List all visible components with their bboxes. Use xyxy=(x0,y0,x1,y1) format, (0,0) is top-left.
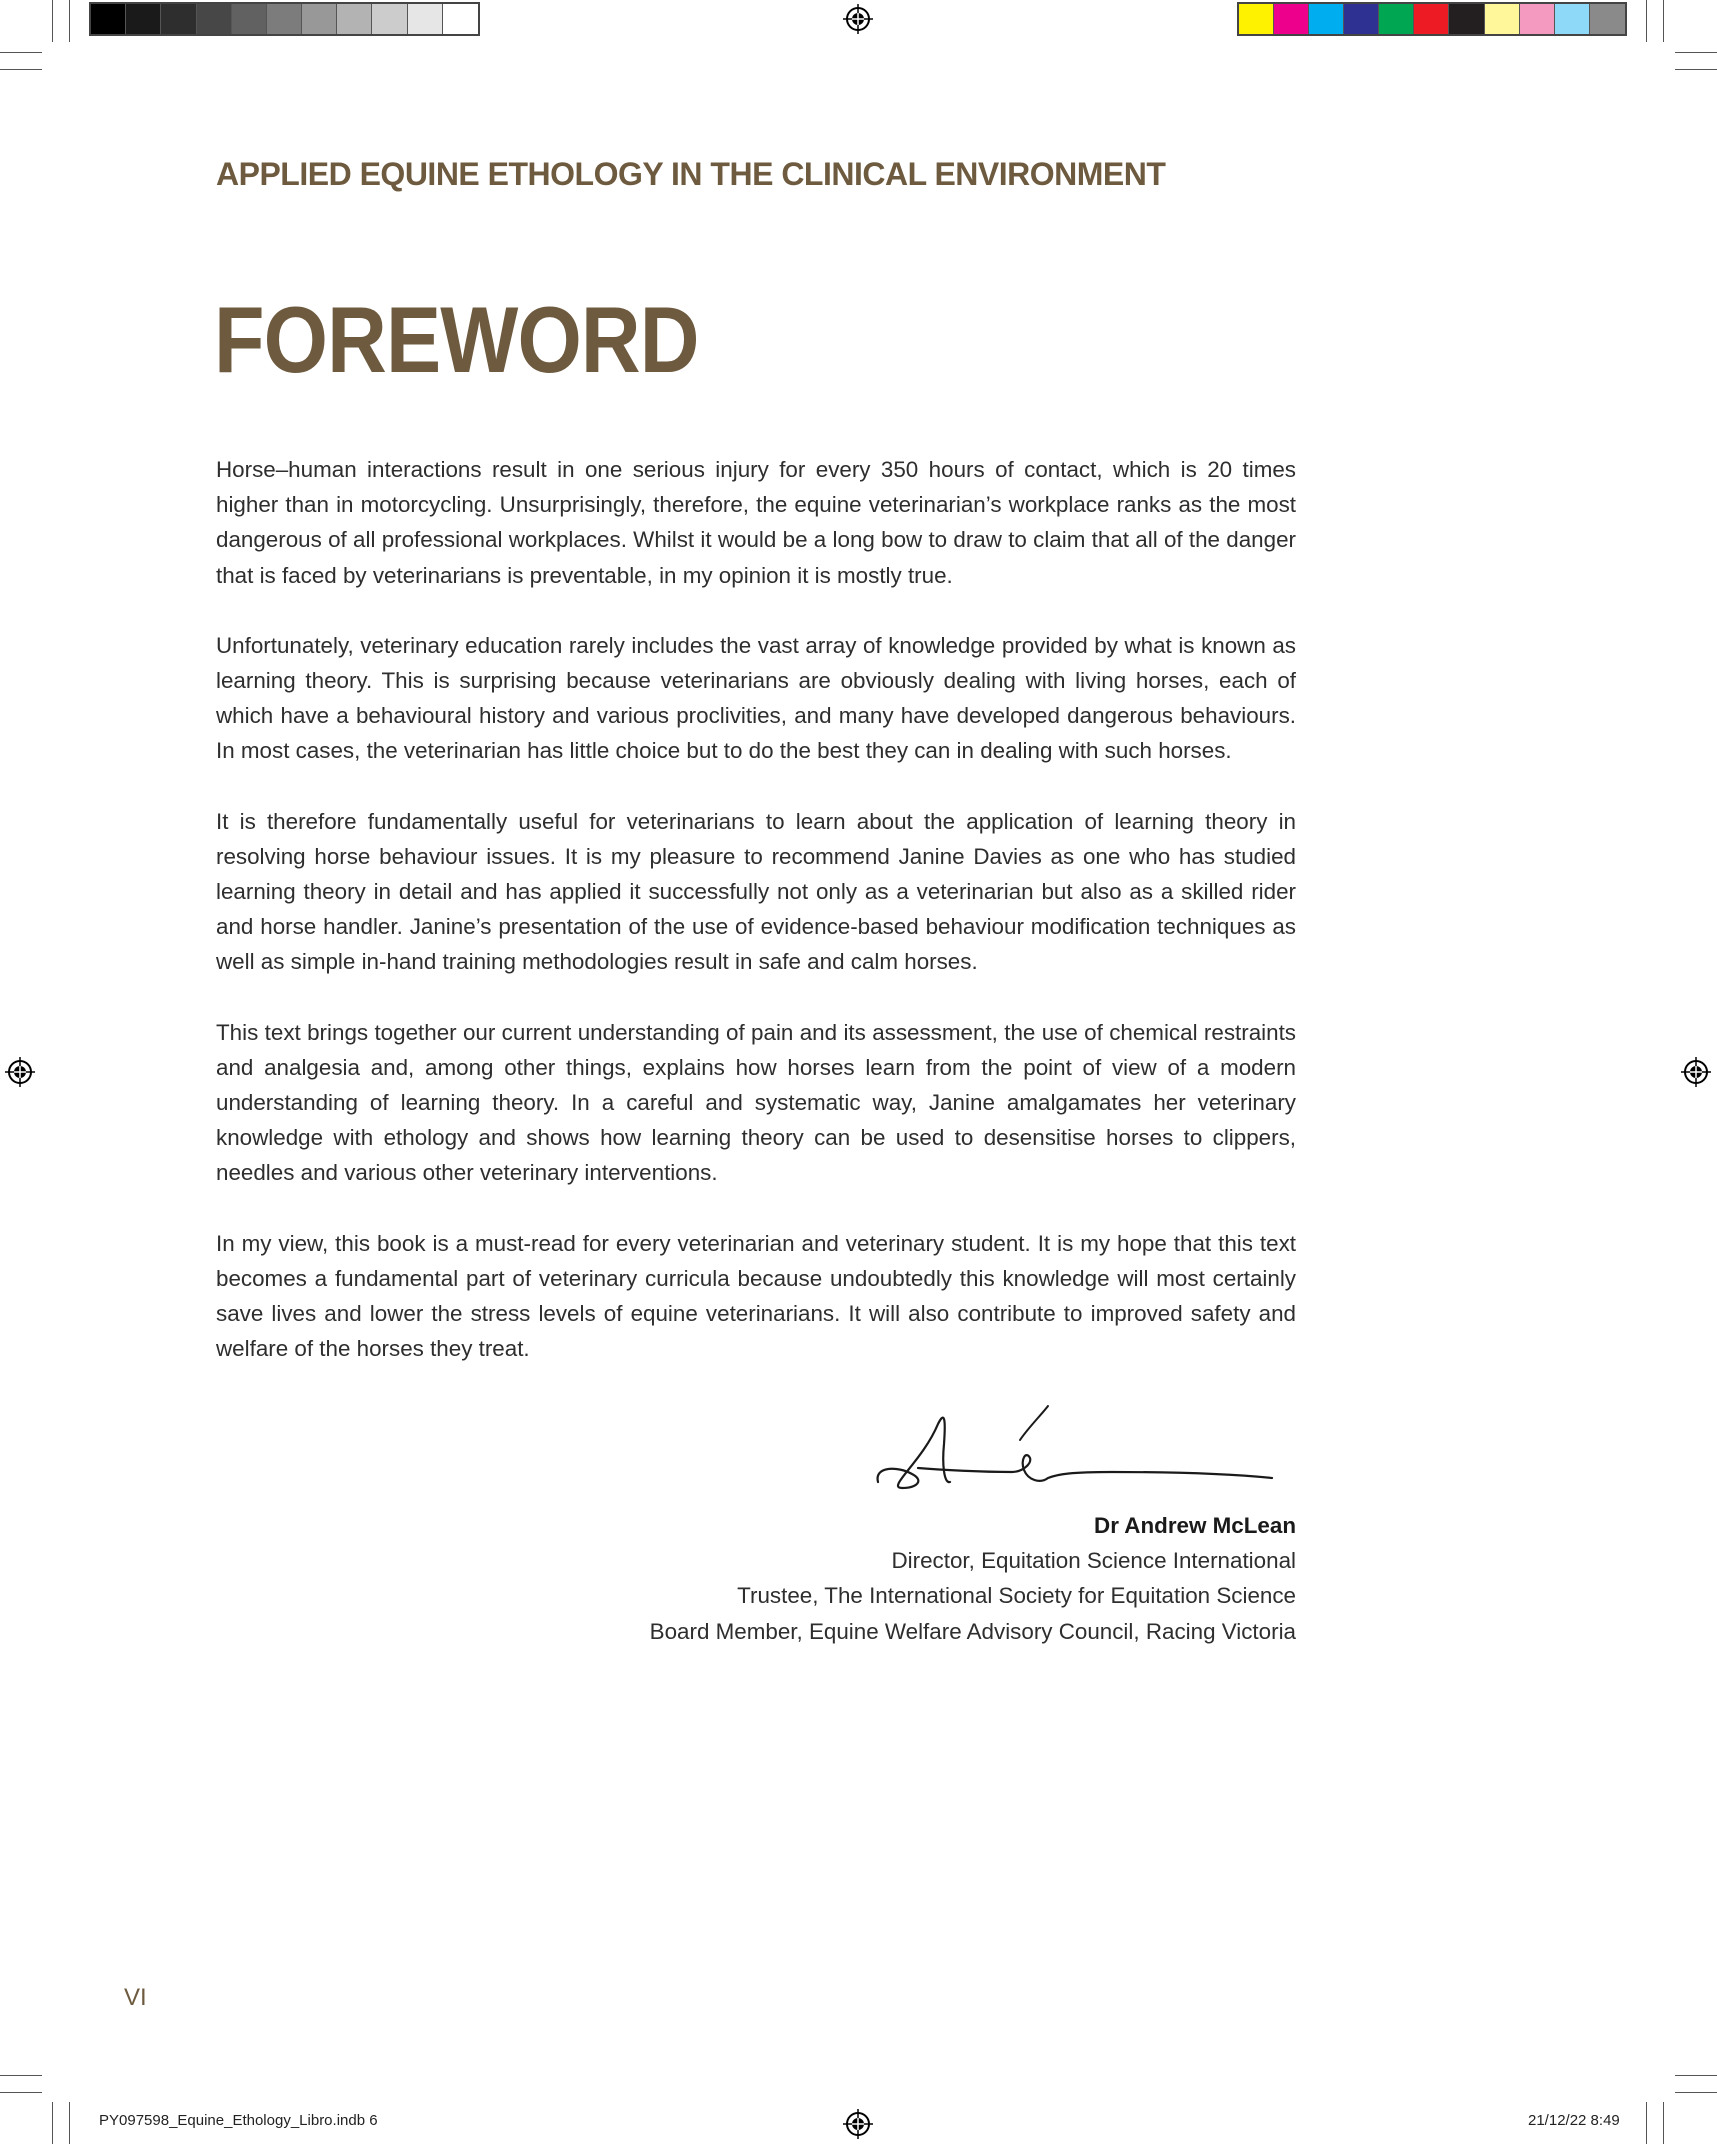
color-swatch xyxy=(1590,4,1625,34)
author-role: Trustee, The International Society for Equitation Science xyxy=(737,1583,1296,1609)
slug-filename: PY097598_Equine_Ethology_Libro.indb 6 xyxy=(99,2112,378,2129)
crop-mark xyxy=(52,2102,53,2144)
color-swatch xyxy=(1344,4,1379,34)
page-number: VI xyxy=(124,1984,147,2011)
crop-mark xyxy=(1663,0,1664,42)
author-role: Director, Equitation Science International xyxy=(891,1548,1296,1574)
crop-mark xyxy=(52,0,53,42)
color-swatch xyxy=(408,4,443,34)
gray-calibration-bar xyxy=(89,2,480,36)
slug-timestamp: 21/12/22 8:49 xyxy=(1528,2112,1620,2129)
registration-mark-bottom-icon xyxy=(843,2109,873,2139)
color-swatch xyxy=(232,4,267,34)
handwritten-signature xyxy=(872,1404,1282,1494)
crop-mark xyxy=(0,69,42,70)
crop-mark xyxy=(69,2102,70,2144)
crop-mark xyxy=(1646,2102,1647,2144)
paragraph: Horse–human interactions result in one serious injury for every 350 hours of contact, which is 20 times higher than in motorcycling. Unsurprisingly, therefore, the equine veterinarian’s workplace ranks as the most dangerous of all professional workplaces. Whilst it would be a long bow to draw to claim that all of the danger that is faced by veterinarians is preventable, in my opinion it is mostly true. xyxy=(216,457,1296,588)
color-swatch xyxy=(372,4,407,34)
running-head-rest: IN THE CLINICAL ENVIRONMENT xyxy=(662,156,1166,192)
running-head-bold: APPLIED EQUINE ETHOLOGY xyxy=(216,156,663,192)
crop-mark xyxy=(1675,52,1717,53)
running-head xyxy=(216,156,1165,193)
color-swatch xyxy=(1414,4,1449,34)
color-swatch xyxy=(197,4,232,34)
signature-block xyxy=(650,1508,1296,1649)
color-swatch xyxy=(1485,4,1520,34)
crop-mark xyxy=(1646,0,1647,42)
crop-mark xyxy=(0,52,42,53)
paragraph: This text brings together our current understanding of pain and its assessment, the use of chemical restraints and analgesia and, among other things, explains how horses learn from the point of view of a modern understanding of learning theory. In a careful and systematic way, Janine amalgamates her veterinary knowledge with ethology and shows how learning theory can be used to desensitise horses to clippers, needles and various other veterinary interventions. xyxy=(216,1019,1296,1186)
color-calibration-bar xyxy=(1237,2,1627,36)
color-swatch xyxy=(1274,4,1309,34)
paragraph: It is therefore fundamentally useful for veterinarians to learn about the application of learning theory in resolving horse behaviour issues. It is my pleasure to recommend Janine Davies as one who has studied learning theory in detail and has applied it successfully not only as a veterinarian but also as a skilled rider and horse handler. Janine’s presentation of the use of evidence-based behaviour modification techniques as well as simple in-hand training methodologies result in safe and calm horses. xyxy=(216,808,1296,975)
color-swatch xyxy=(302,4,337,34)
color-swatch xyxy=(1239,4,1274,34)
color-swatch xyxy=(1555,4,1590,34)
color-swatch xyxy=(161,4,196,34)
color-swatch xyxy=(126,4,161,34)
page-title: FOREWORD xyxy=(214,287,699,392)
crop-mark xyxy=(1675,69,1717,70)
crop-mark xyxy=(1663,2102,1664,2144)
author-role: Board Member, Equine Welfare Advisory Council, Racing Victoria xyxy=(649,1618,1296,1644)
crop-mark xyxy=(0,2092,42,2093)
registration-mark-right-icon xyxy=(1681,1057,1711,1087)
crop-mark xyxy=(1675,2092,1717,2093)
color-swatch xyxy=(91,4,126,34)
color-swatch xyxy=(443,4,478,34)
crop-mark xyxy=(0,2075,42,2076)
color-swatch xyxy=(1309,4,1344,34)
color-swatch xyxy=(1449,4,1484,34)
crop-mark xyxy=(1675,2075,1717,2076)
color-swatch xyxy=(267,4,302,34)
color-swatch xyxy=(337,4,372,34)
foreword-body xyxy=(216,452,1296,1401)
registration-mark-top-icon xyxy=(843,4,873,34)
crop-mark xyxy=(69,0,70,42)
paragraph: Unfortunately, veterinary education rarely includes the vast array of knowledge provided by what is known as learning theory. This is surprising because veterinarians are obviously dealing with living horses, each of which have a behavioural history and various proclivities, and many have developed dangerous behaviours. In most cases, the veterinarian has little choice but to do the best they can in dealing with such horses. xyxy=(216,632,1296,764)
color-swatch xyxy=(1520,4,1555,34)
color-swatch xyxy=(1379,4,1414,34)
paragraph: In my view, this book is a must-read for every veterinarian and veterinary student. It is my hope that this text becomes a fundamental part of veterinary curricula because undoubtedly this knowledge will most certainly save lives and lower the stress levels of equine veterinarians. It will also contribute to improved safety and welfare of the horses they treat. xyxy=(216,1230,1296,1362)
registration-mark-left-icon xyxy=(5,1057,35,1087)
author-name: Dr Andrew McLean xyxy=(1094,1513,1296,1538)
